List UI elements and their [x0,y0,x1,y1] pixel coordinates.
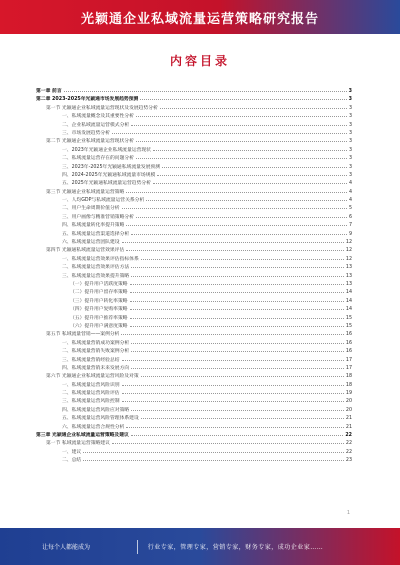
toc-entry[interactable] [36,340,352,348]
toc-entry-page: 13 [345,273,352,279]
toc-leader-dots [122,360,344,361]
toc-entry-text: （二）提升用户留存率策略 [70,290,128,296]
toc-leader-dots [122,385,344,386]
toc-leader-dots [130,318,344,319]
toc-entry-text: （三）提升用户转化率策略 [70,298,128,304]
toc-leader-dots [153,150,347,151]
toc-entry-text: 五、2025年光颖通私域流量运营趋势分析 [62,181,151,187]
toc-entry[interactable] [36,382,352,390]
toc-entry-page: 20 [345,399,352,405]
toc-entry-page: 3 [348,89,352,94]
toc-leader-dots [122,208,347,209]
toc-leader-dots [130,326,344,327]
toc-entry-page: 3 [348,172,352,178]
report-title: 光颖通企业私域流量运营策略研究报告 [80,11,319,27]
page-number: 1 [346,510,350,516]
toc-entry-text: 一、建议 [62,449,82,455]
toc-entry[interactable] [36,424,352,432]
toc-entry-text: 一、人均GDP与私域流量运营关系分析 [62,198,145,204]
toc-leader-dots [130,309,344,310]
toc-entry[interactable] [36,331,352,339]
toc-leader-dots [130,284,344,285]
toc-entry-text: 三、市场发展趋势分析 [62,130,110,136]
toc-entry[interactable] [36,273,352,281]
toc-leader-dots [131,234,347,235]
toc-leader-dots [141,418,344,419]
footer-banner [0,528,400,565]
toc-entry-text: （四）提升用户复购率策略 [70,307,128,313]
toc-entry[interactable] [36,298,352,306]
toc-entry-page: 23 [345,458,352,464]
toc-leader-dots [157,175,347,176]
toc-entry-page: 22 [345,433,352,439]
toc-entry[interactable] [36,432,352,440]
toc-entry-text: 第二章 2023-2025年光颖通市场发展趋势预测 [36,97,139,103]
toc-leader-dots [153,183,347,184]
toc-leader-dots [162,167,347,168]
toc-entry-text: 二、用户生命周期价值分析 [62,206,120,212]
toc-entry-text: 一、私域流量概念及其重要性分析 [62,114,134,120]
toc-entry-text: 五、私域流量运营渠道选择分析 [62,231,130,237]
toc-entry-text: 第四节 光颖通私域流量运营效果评估 [46,248,125,254]
toc-entry[interactable] [36,348,352,356]
toc-entry[interactable] [36,205,352,213]
toc-entry-text: 二、企业私域流量运营模式分析 [62,122,130,128]
toc-leader-dots [141,376,344,377]
toc-entry-page: 13 [345,281,352,287]
toc-entry[interactable] [36,440,352,448]
toc-entry[interactable] [36,264,352,272]
toc-entry-page: 12 [345,248,352,254]
toc-leader-dots [131,125,347,126]
toc-leader-dots [122,393,344,394]
toc-entry-page: 4 [348,189,352,195]
toc-entry[interactable] [36,231,352,239]
toc-entry-page: 3 [348,97,352,103]
toc-entry-text: 二、私域流量运营效果评估方法 [62,265,130,271]
toc-entry-page: 5 [348,206,352,212]
toc-entry-page: 21 [345,416,352,422]
toc-leader-dots [131,267,344,268]
toc-entry-page: 9 [348,231,352,237]
toc-leader-dots [140,99,346,100]
toc-entry[interactable] [36,172,352,180]
toc-entry[interactable] [36,222,352,230]
toc-entry-text: 一、2023年光颖通企业私域流量运营现状 [62,147,151,153]
toc-entry[interactable] [36,180,352,188]
toc-leader-dots [112,443,344,444]
toc-leader-dots [131,368,344,369]
toc-leader-dots [131,276,344,277]
toc-entry[interactable] [36,247,352,255]
toc-entry-page: 21 [345,424,352,430]
toc-leader-dots [146,200,347,201]
toc-leader-dots [64,91,347,92]
toc-leader-dots [130,301,344,302]
toc-entry[interactable] [36,105,352,113]
toc-heading: 内容目录 [169,54,230,68]
toc-entry-text: （五）提升用户推荐率策略 [70,315,128,321]
toc-leader-dots [136,158,347,159]
toc-entry[interactable] [36,449,352,457]
toc-entry[interactable] [36,306,352,314]
toc-leader-dots [126,427,344,428]
toc-entry-page: 18 [345,382,352,388]
toc-entry-text: 一、私域流量运营风险识别 [62,382,120,388]
toc-entry-page: 3 [348,164,352,170]
toc-entry-page: 4 [348,181,352,187]
toc-entry-text: 三、私域流量运营风险控制 [62,399,120,405]
toc-leader-dots [130,292,344,293]
toc-entry-page: 14 [345,290,352,296]
toc-leader-dots [112,133,347,134]
toc-entry-page: 17 [345,365,352,371]
footer-slogan-left: 让每个人都能成为 [42,544,91,551]
toc-entry[interactable] [36,373,352,381]
toc-leader-dots [131,351,344,352]
toc-entry-text: （一）提升用户活跃度策略 [70,281,128,287]
toc-entry-page: 19 [345,391,352,397]
toc-entry-text: 第一节 私域流量运营策略建议 [46,441,110,447]
toc-entry[interactable] [36,457,352,465]
toc-entry-page: 14 [345,307,352,313]
toc-entry[interactable] [36,88,352,96]
toc-leader-dots [131,435,343,436]
toc-entry[interactable] [36,415,352,423]
toc-entry[interactable] [36,281,352,289]
toc-entry-page: 12 [345,240,352,246]
toc-entry-page: 12 [345,256,352,262]
toc-entry-text: 五、私域流量运营风险管理体系建设 [62,416,139,422]
toc-entry-text: 四、私域流量营销未来发展方向 [62,365,130,371]
toc-entry[interactable] [36,390,352,398]
toc-entry[interactable] [36,289,352,297]
toc-leader-dots [136,141,347,142]
toc-leader-dots [126,225,347,226]
toc-entry[interactable] [36,357,352,365]
toc-entry[interactable] [36,315,352,323]
toc-entry[interactable] [36,113,352,121]
toc-entry-page: 16 [345,332,352,338]
toc-entry[interactable] [36,256,352,264]
toc-entry-page: 16 [345,340,352,346]
toc-entry[interactable] [36,130,352,138]
toc-entry[interactable] [36,197,352,205]
toc-entry[interactable] [36,407,352,415]
toc-entry-text: 二、总结 [62,458,82,464]
toc-entry-text: 二、私域流量运营风险评估 [62,391,120,397]
toc-entry-text: 二、私域流量运营存在的问题分析 [62,156,134,162]
toc-list [36,88,352,466]
toc-leader-dots [160,108,347,109]
toc-leader-dots [126,250,344,251]
toc-entry-page: 6 [348,214,352,220]
toc-leader-dots [121,334,343,335]
toc-leader-dots [126,192,347,193]
toc-entry-text: 三、2023年-2025年光颖通私域流量发展预测 [62,164,161,170]
toc-entry[interactable] [36,155,352,163]
toc-entry-text: 四、2024-2025年光颖通私域流量市场规模 [62,172,156,178]
toc-entry-page: 14 [345,298,352,304]
toc-entry[interactable] [36,239,352,247]
toc-entry[interactable] [36,189,352,197]
toc-entry-page: 22 [345,441,352,447]
toc-entry-text: （六）提升用户满意度策略 [70,323,128,329]
toc-leader-dots [131,343,344,344]
toc-leader-dots [141,259,344,260]
toc-entry-page: 3 [348,156,352,162]
toc-entry-text: 第五节 私域流量营销——案例分析 [46,332,120,338]
toc-leader-dots [131,410,344,411]
toc-entry-page: 20 [345,407,352,413]
toc-entry-text: 第二节 光颖通企业私域流量运营现状分析 [46,139,134,145]
toc-entry-text: 四、私域流量转化率提升策略 [62,223,125,229]
toc-entry-page: 17 [345,357,352,363]
toc-entry-text: 三、私域流量运营效果提升策略 [62,273,130,279]
toc-entry-text: 二、私域流量营销失败案例分析 [62,349,130,355]
toc-entry[interactable] [36,147,352,155]
toc-entry-page: 3 [348,139,352,145]
toc-entry[interactable] [36,164,352,172]
toc-entry-page: 7 [348,223,352,229]
toc-entry-text: 第一章 前言 [36,89,62,94]
toc-entry-page: 13 [345,265,352,271]
toc-leader-dots [136,217,347,218]
toc-leader-dots [122,401,344,402]
toc-entry-text: 第一节 光颖通企业私域流量运营现状及发展趋势分析 [46,105,158,111]
toc-entry-text: 四、私域流量运营风险应对策略 [62,407,130,413]
toc-entry-page: 4 [348,198,352,204]
toc-entry-text: 三、用户画像与精准营销策略分析 [62,214,134,220]
header-banner [0,0,400,34]
toc-entry-text: 六、私域流量运营团队建设 [62,240,120,246]
toc-entry-text: 三、私域流量营销经验总结 [62,357,120,363]
toc-entry-text: 一、私域流量运营效果评估指标体系 [62,256,139,262]
toc-leader-dots [83,452,344,453]
toc-entry[interactable] [36,398,352,406]
toc-leader-dots [83,460,344,461]
toc-entry[interactable] [36,138,352,146]
toc-entry-page: 15 [345,315,352,321]
toc-entry-page: 15 [345,323,352,329]
toc-entry-text: 第三章 光颖通企业私域流量运营策略及建议 [36,433,129,439]
toc-entry[interactable] [36,96,352,104]
toc-entry[interactable] [36,214,352,222]
toc-entry-page: 22 [345,449,352,455]
toc-entry-text: 第三节 光颖通企业私域流量运营策略 [46,189,125,195]
toc-entry-text: 一、私域流量营销成功案例分析 [62,340,130,346]
toc-leader-dots [136,116,347,117]
toc-entry-page: 3 [348,122,352,128]
toc-entry-page: 3 [348,114,352,120]
toc-entry-page: 18 [345,374,352,380]
toc-entry[interactable] [36,323,352,331]
toc-entry-page: 3 [348,147,352,153]
toc-entry-text: 第六节 光颖通企业私域流量运营风险及对策 [46,374,139,380]
toc-entry[interactable] [36,365,352,373]
toc-entry[interactable] [36,122,352,130]
toc-entry-text: 六、私域流量运营合规性分析 [62,424,125,430]
toc-entry-page: 16 [345,349,352,355]
toc-entry-page: 3 [348,130,352,136]
toc-entry-page: 3 [348,105,352,111]
toc-leader-dots [122,242,344,243]
footer-slogan-right: 行业专家，管理专家，营销专家，财务专家，成功企业家…… [147,544,324,551]
